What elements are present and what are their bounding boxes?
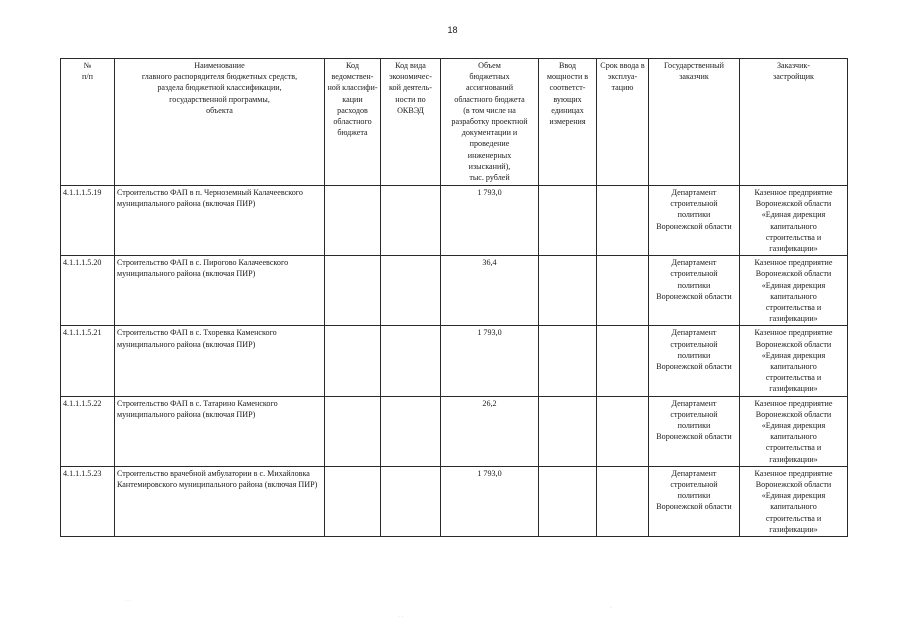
row-cell-name: Строительство ФАП в с. Тхоревка Каменского муниципального района (включая ПИР)	[115, 326, 325, 396]
header-developer: Заказчик- застройщик	[740, 59, 848, 186]
budget-allocation-table	[60, 58, 848, 537]
header-customer: Государственный заказчик	[649, 59, 740, 186]
row-cell-num: 4.1.1.1.5.22	[61, 396, 115, 466]
row-cell-customer: Департамент строительной политики Воронежской области	[649, 326, 740, 396]
row-cell-developer: Казенное предприятие Воронежской области «Единая дирекция капитального строительства и газификации»	[740, 186, 848, 256]
row-cell-name: Строительство ФАП в с. Пирогово Калачеевского муниципального района (включая ПИР)	[115, 256, 325, 326]
row-cell-dept-code	[325, 326, 381, 396]
row-cell-developer: Казенное предприятие Воронежской области «Единая дирекция капитального строительства и газификации»	[740, 466, 848, 536]
row-cell-customer: Департамент строительной политики Воронежской области	[649, 256, 740, 326]
row-cell-volume: 26,2	[441, 396, 539, 466]
row-cell-volume: 1 793,0	[441, 326, 539, 396]
row-cell-name: Строительство ФАП в с. Татарино Каменского муниципального района (включая ПИР)	[115, 396, 325, 466]
header-okved: Код вида экономичес- кой деятель- ности по ОКВЭД	[381, 59, 441, 186]
row-cell-developer: Казенное предприятие Воронежской области «Единая дирекция капитального строительства и газификации»	[740, 256, 848, 326]
row-cell-volume: 1 793,0	[441, 186, 539, 256]
table-row	[61, 186, 848, 256]
scan-speckle: · ·	[398, 614, 404, 620]
table-row	[61, 466, 848, 536]
row-cell-deadline	[597, 186, 649, 256]
row-cell-okved	[381, 466, 441, 536]
row-cell-deadline	[597, 466, 649, 536]
row-cell-num: 4.1.1.1.5.19	[61, 186, 115, 256]
row-cell-okved	[381, 256, 441, 326]
scan-speckle: · ·	[125, 598, 131, 604]
row-cell-dept-code	[325, 396, 381, 466]
row-cell-okved	[381, 186, 441, 256]
row-cell-okved	[381, 396, 441, 466]
row-cell-dept-code	[325, 186, 381, 256]
row-cell-capacity	[539, 466, 597, 536]
table-row	[61, 326, 848, 396]
row-cell-capacity	[539, 396, 597, 466]
row-cell-num: 4.1.1.1.5.23	[61, 466, 115, 536]
header-name: Наименование главного распорядителя бюджетных средств, раздела бюджетной классификации, государственной программы, объекта	[115, 59, 325, 186]
row-cell-customer: Департамент строительной политики Воронежской области	[649, 186, 740, 256]
row-cell-capacity	[539, 326, 597, 396]
header-capacity: Ввод мощности в соответст- вующих единицах измерения	[539, 59, 597, 186]
header-dept-code: Код ведомствен- ной классифи- кации расходов областного бюджета	[325, 59, 381, 186]
row-cell-okved	[381, 326, 441, 396]
table-row	[61, 256, 848, 326]
row-cell-developer: Казенное предприятие Воронежской области «Единая дирекция капитального строительства и газификации»	[740, 326, 848, 396]
table-body	[61, 186, 848, 537]
row-cell-dept-code	[325, 466, 381, 536]
row-cell-dept-code	[325, 256, 381, 326]
row-cell-deadline	[597, 326, 649, 396]
row-cell-customer: Департамент строительной политики Воронежской области	[649, 396, 740, 466]
row-cell-developer: Казенное предприятие Воронежской области «Единая дирекция капитального строительства и газификации»	[740, 396, 848, 466]
table-row	[61, 396, 848, 466]
header-deadline: Срок ввода в эксплуа- тацию	[597, 59, 649, 186]
row-cell-volume: 1 793,0	[441, 466, 539, 536]
table-header-row	[61, 59, 848, 186]
header-num: № п/п	[61, 59, 115, 186]
row-cell-name: Строительство врачебной амбулатории в с. Михайловка Кантемировского муниципального района (включая ПИР)	[115, 466, 325, 536]
row-cell-deadline	[597, 396, 649, 466]
row-cell-volume: 36,4	[441, 256, 539, 326]
page-number: 18	[447, 25, 458, 35]
row-cell-customer: Департамент строительной политики Воронежской области	[649, 466, 740, 536]
scan-speckle: ·	[610, 605, 612, 611]
row-cell-num: 4.1.1.1.5.21	[61, 326, 115, 396]
header-volume: Объем бюджетных ассигнований областного бюджета (в том числе на разработку проектной документации и проведение инженерных изысканий), тыс. рублей	[441, 59, 539, 186]
row-cell-num: 4.1.1.1.5.20	[61, 256, 115, 326]
row-cell-deadline	[597, 256, 649, 326]
row-cell-name: Строительство ФАП в п. Черноземный Калачеевского муниципального района (включая ПИР)	[115, 186, 325, 256]
row-cell-capacity	[539, 256, 597, 326]
row-cell-capacity	[539, 186, 597, 256]
